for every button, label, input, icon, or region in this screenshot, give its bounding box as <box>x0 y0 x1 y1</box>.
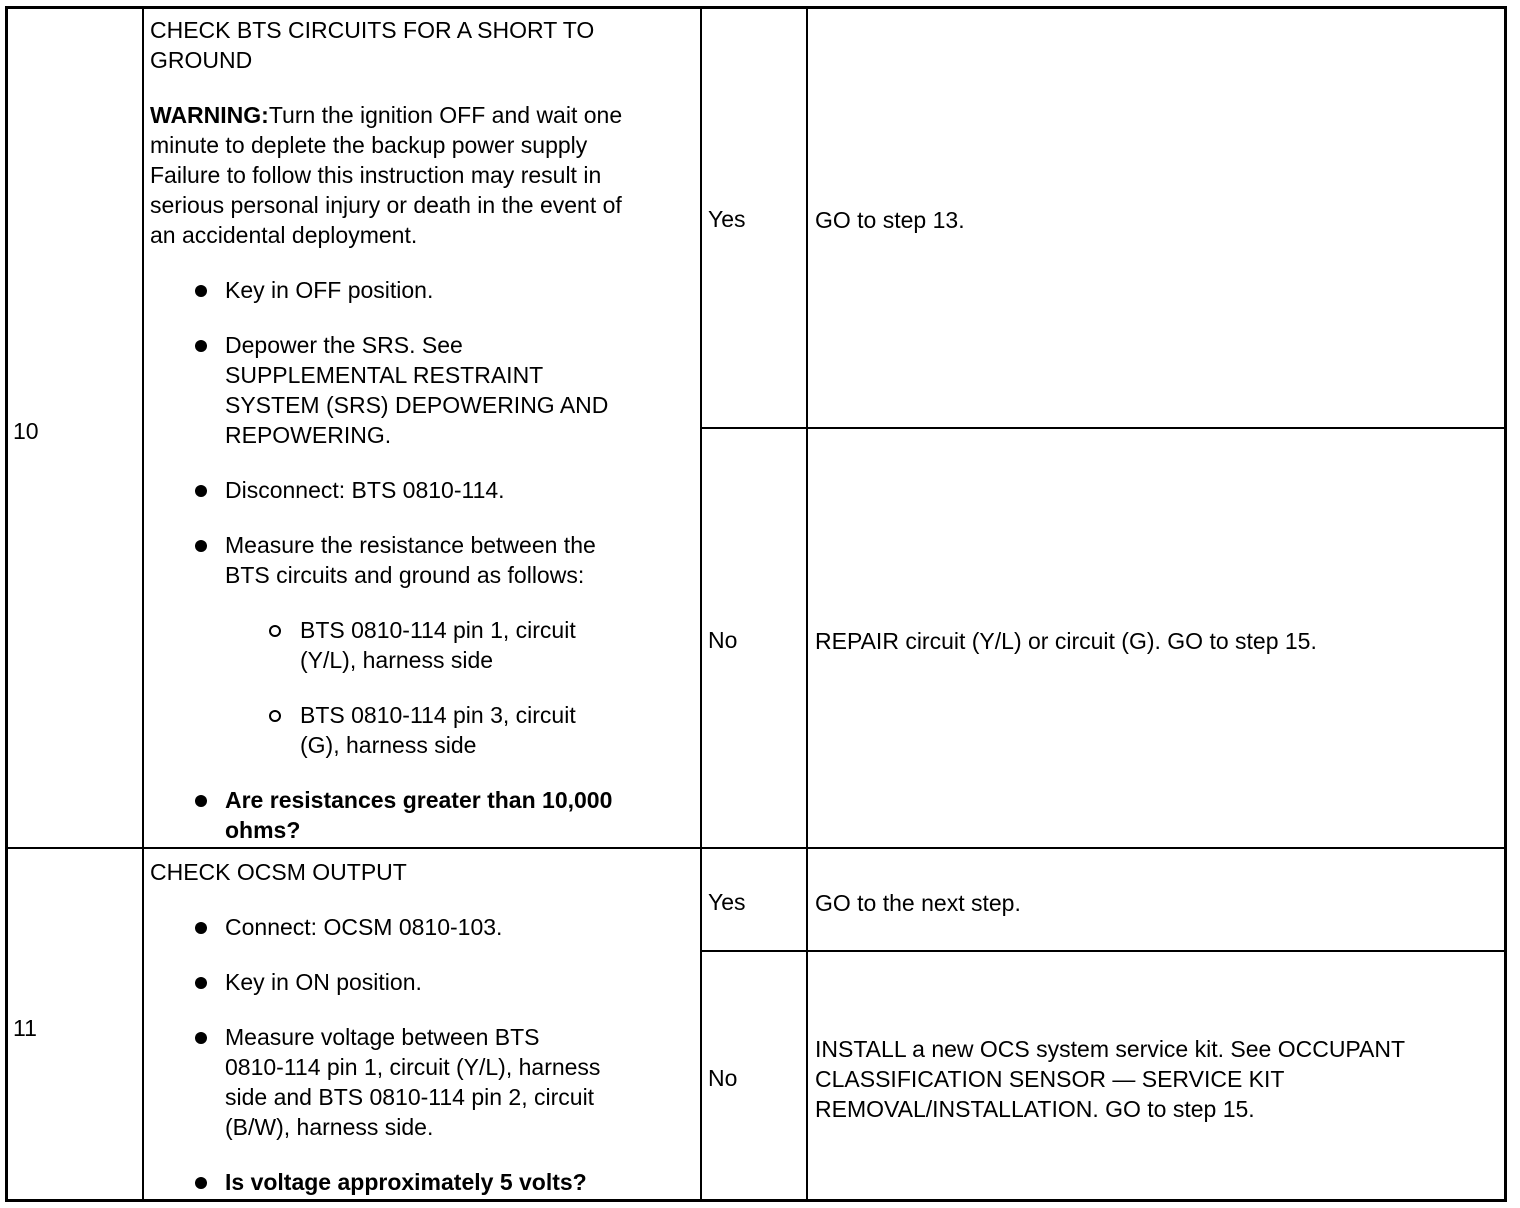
question-text: ohms? <box>225 817 301 843</box>
row-divider <box>8 847 1504 849</box>
warning-text: serious personal injury or death in the event of <box>150 192 622 218</box>
warning-label: WARNING: <box>150 102 269 128</box>
result-action: GO to step 13. <box>815 207 965 233</box>
bullet-text: SUPPLEMENTAL RESTRAINT <box>225 362 544 388</box>
result-answer-yes: Yes <box>708 206 746 232</box>
bullet-icon <box>195 977 207 989</box>
result-action: INSTALL a new OCS system service kit. See OCCUPANT <box>815 1036 1406 1062</box>
bullet-icon <box>195 340 207 352</box>
question-text: Is voltage approximately 5 volts? <box>225 1169 587 1195</box>
step-number: 11 <box>13 1015 37 1041</box>
warning-text: minute to deplete the backup power supply <box>150 132 588 158</box>
step-title: CHECK BTS CIRCUITS FOR A SHORT TO <box>150 17 595 43</box>
bullet-icon <box>195 285 207 297</box>
result-divider <box>700 427 1504 429</box>
bullet-text: Disconnect: BTS 0810-114. <box>225 477 505 503</box>
column-divider <box>142 9 144 1199</box>
warning-text: Failure to follow this instruction may result in <box>150 162 602 188</box>
sub-bullet-text: (G), harness side <box>300 732 477 758</box>
result-divider <box>700 950 1504 952</box>
bullet-icon <box>195 1032 207 1044</box>
result-action: GO to the next step. <box>815 890 1021 916</box>
result-answer-no: No <box>708 627 738 653</box>
bullet-icon <box>195 540 207 552</box>
result-answer-no: No <box>708 1065 738 1091</box>
bullet-icon <box>195 485 207 497</box>
bullet-text: 0810-114 pin 1, circuit (Y/L), harness <box>225 1054 601 1080</box>
column-divider <box>806 9 808 1199</box>
bullet-text: Depower the SRS. See <box>225 332 463 358</box>
sub-bullet-icon <box>269 625 281 637</box>
result-action: REMOVAL/INSTALLATION. GO to step 15. <box>815 1096 1255 1122</box>
bullet-text: Measure the resistance between the <box>225 532 596 558</box>
bullet-text: Connect: OCSM 0810-103. <box>225 914 503 940</box>
result-answer-yes: Yes <box>708 889 746 915</box>
step-title: CHECK OCSM OUTPUT <box>150 859 407 885</box>
bullet-icon <box>195 1177 207 1189</box>
bullet-text: Key in ON position. <box>225 969 422 995</box>
bullet-icon <box>195 922 207 934</box>
question-text: Are resistances greater than 10,000 <box>225 787 613 813</box>
bullet-text: (B/W), harness side. <box>225 1114 434 1140</box>
bullet-text: REPOWERING. <box>225 422 392 448</box>
column-divider <box>700 9 702 1199</box>
warning-text: WARNING:Turn the ignition OFF and wait one <box>150 102 623 128</box>
bullet-text: Key in OFF position. <box>225 277 434 303</box>
bullet-text: SYSTEM (SRS) DEPOWERING AND <box>225 392 609 418</box>
sub-bullet-icon <box>269 710 281 722</box>
sub-bullet-text: BTS 0810-114 pin 3, circuit <box>300 702 576 728</box>
warning-text: an accidental deployment. <box>150 222 418 248</box>
bullet-text: side and BTS 0810-114 pin 2, circuit <box>225 1084 595 1110</box>
bullet-text: Measure voltage between BTS <box>225 1024 540 1050</box>
sub-bullet-text: BTS 0810-114 pin 1, circuit <box>300 617 576 643</box>
result-action: REPAIR circuit (Y/L) or circuit (G). GO to step 15. <box>815 628 1317 654</box>
sub-bullet-text: (Y/L), harness side <box>300 647 494 673</box>
bullet-text: BTS circuits and ground as follows: <box>225 562 585 588</box>
bullet-icon <box>195 795 207 807</box>
result-action: CLASSIFICATION SENSOR — SERVICE KIT <box>815 1066 1285 1092</box>
step-title: GROUND <box>150 47 253 73</box>
diagnostic-table <box>5 6 1507 1202</box>
step-number: 10 <box>13 418 39 444</box>
